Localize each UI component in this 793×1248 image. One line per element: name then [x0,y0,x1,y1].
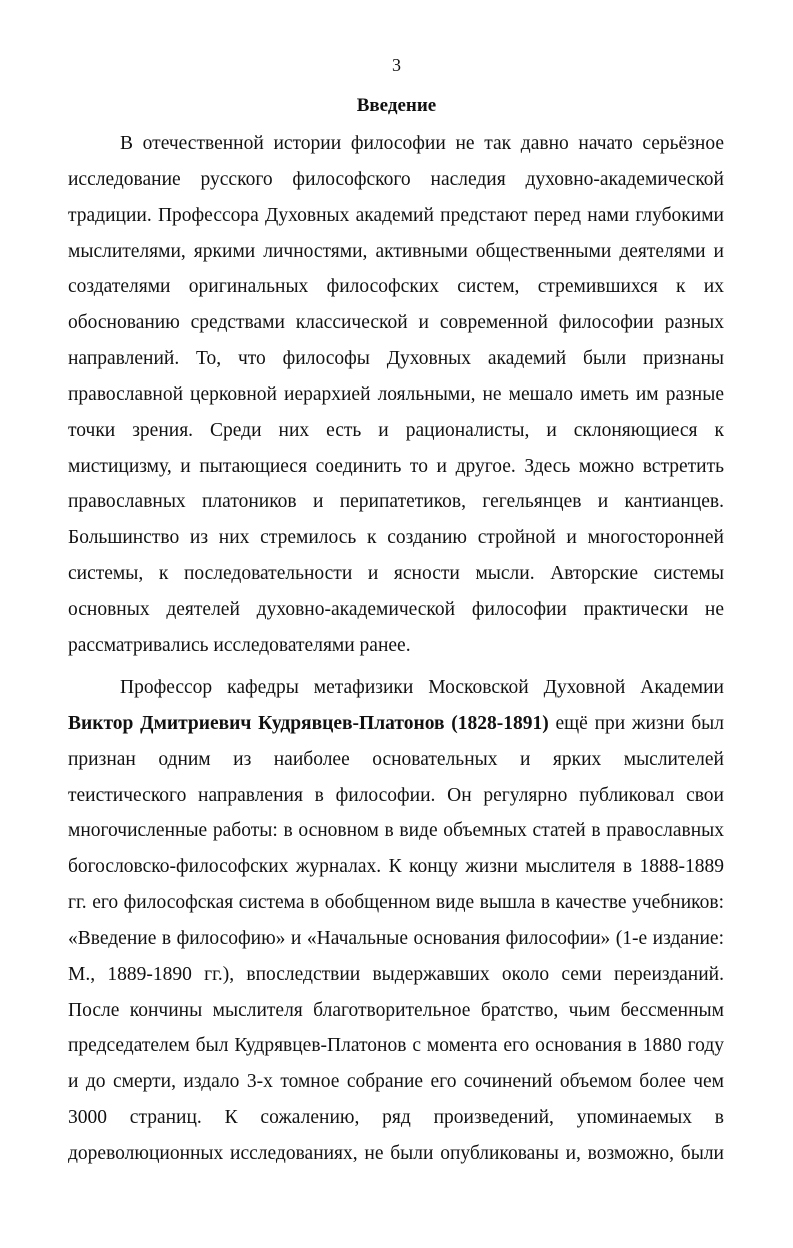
page-number: 3 [392,55,401,75]
text-line: и до смерти, издало 3-х томное собрание его сочинений объемом более чем [68,1071,724,1093]
text-line: исследование русского философского наследия духовно-академической [68,168,724,190]
text-line: Профессор кафедры метафизики Московской Духовной Академии [120,677,724,698]
section-heading: Введение [356,95,437,116]
text-line: богословско-философских журналах. К концу жизни мыслителя в 1888-1889 [68,856,724,878]
text-line: многочисленные работы: в основном в виде объемных статей в православных [68,820,724,842]
text-line: В отечественной истории философии не так давно начато серьёзное [120,133,724,154]
text-line: дореволюционных исследованиях, не были опубликованы и, возможно, были [68,1142,724,1164]
text-fragment: ещё при жизни был [548,712,724,734]
text-line: После кончины мыслителя благотворительное братство, чьим бессменным [68,999,724,1021]
text-line: председателем был Кудрявцев-Платонов с момента его основания в 1880 году [68,1035,724,1057]
text-line: обоснованию средствами классической и современной философии разных [68,312,724,334]
text-line: системы, к последовательности и ясности мысли. Авторские системы [68,563,724,585]
text-line: православных платоников и перипатетиков, гегельянцев и кантианцев. [68,491,724,513]
text-line: создателями оригинальных философских систем, стремившихся к их [68,276,724,298]
bold-name: Виктор Дмитриевич Кудрявцев-Платонов (1828-1891) [68,712,549,734]
text-line: М., 1889-1890 гг.), впоследствии выдержавших около семи переизданий. [68,963,724,985]
text-line: точки зрения. Среди них есть и рационалисты, и склоняющиеся к [68,419,724,441]
text-line: мыслителями, яркими личностями, активными общественными деятелями и [68,240,724,262]
paragraph-intro [68,126,724,664]
text-line: теистического направления в философии. Он регулярно публиковал свои [68,784,724,806]
text-line: мистицизму, и пытающиеся соединить то и другое. Здесь можно встретить [68,455,724,477]
text-line: Большинство из них стремилось к созданию стройной и многосторонней [68,527,724,549]
text-line: признан одним из наиболее основательных и ярких мыслителей [68,748,724,770]
text-line-with-bold [68,706,724,742]
text-line: направлений. То, что философы Духовных академий были признаны [68,348,724,370]
text-line: традиции. Профессора Духовных академий предстают перед нами глубокими [68,204,724,226]
text-line: «Введение в философию» и «Начальные основания философии» (1-е издание: [68,927,724,949]
text-line: гг. его философская система в обобщенном виде вышла в качестве учебников: [68,892,724,914]
text-line: православной церковной иерархией лояльными, не мешало иметь им разные [68,383,724,405]
text-line: 3000 страниц. К сожалению, ряд произведений, упоминаемых в [68,1107,724,1129]
text-line: рассматривались исследователями ранее. [68,634,411,656]
text-line: основных деятелей духовно-академической философии практически не [68,598,724,620]
paragraph-kudryavtsev [68,670,724,1172]
